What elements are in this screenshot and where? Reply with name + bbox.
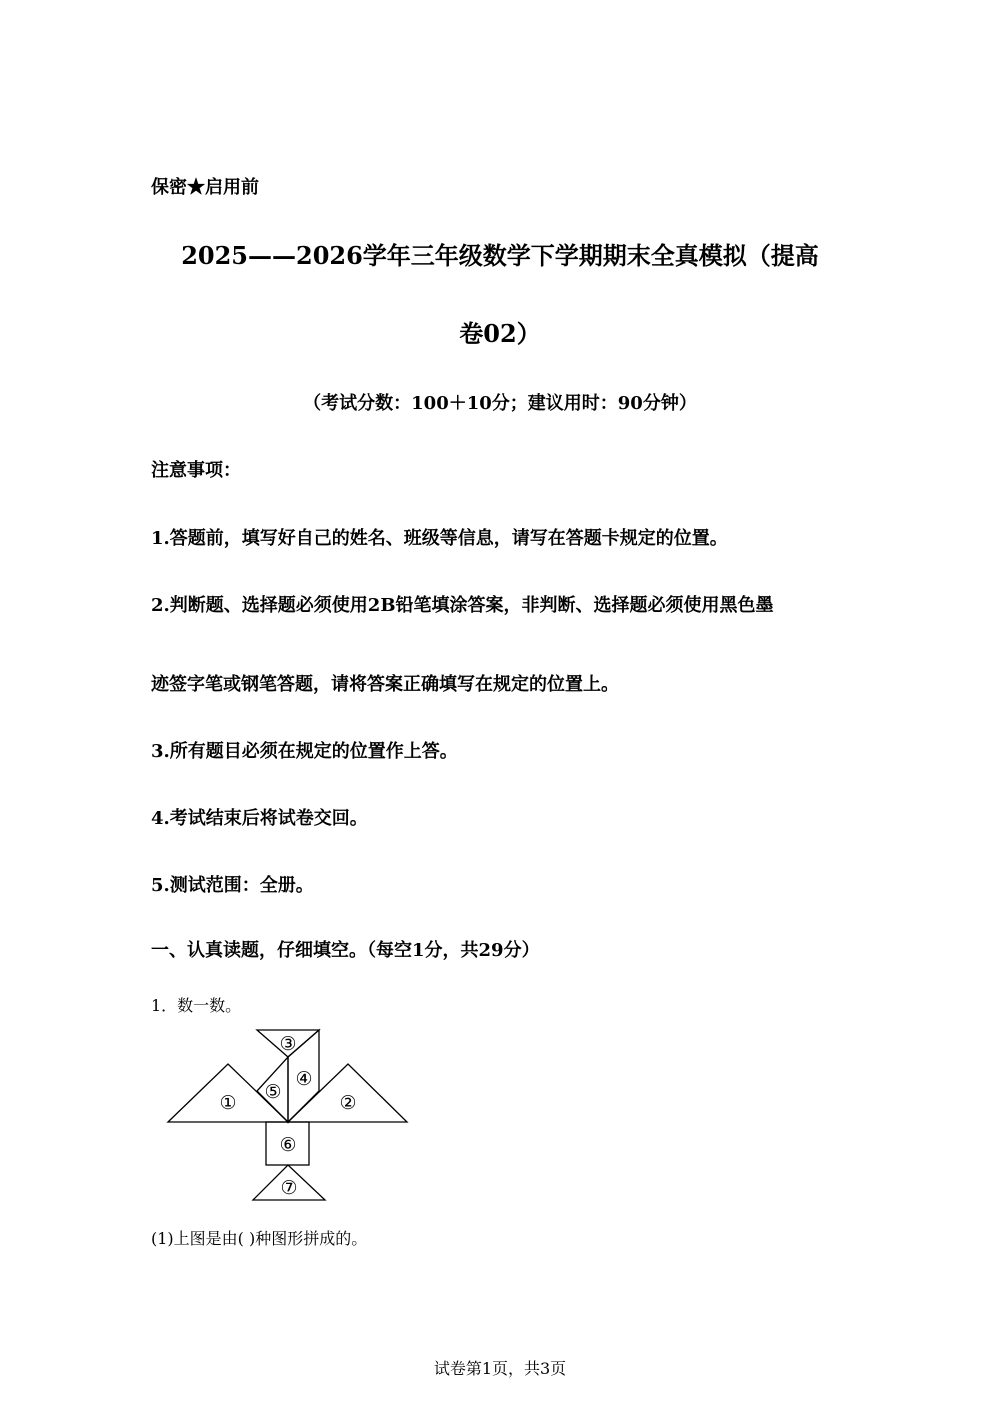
notice-item-3: 3.所有题目必须在规定的位置作上答。: [151, 741, 458, 762]
figure-label-1: ①: [219, 1092, 237, 1114]
figure-label-6: ⑥: [279, 1134, 297, 1156]
exam-title-line2: 卷02）: [459, 319, 541, 348]
confidential-label: 保密★启用前: [151, 177, 259, 198]
tangram-figure: [160, 1020, 420, 1210]
figure-label-4: ④: [295, 1068, 313, 1090]
exam-title-line1: 2025——2026学年三年级数学下学期期末全真模拟（提高: [181, 241, 819, 270]
notice-heading: 注意事项：: [151, 460, 241, 481]
notice-item-1: 1.答题前，填写好自己的姓名、班级等信息，请写在答题卡规定的位置。: [151, 528, 728, 549]
figure-label-5: ⑤: [264, 1081, 282, 1103]
question-1-sub-1: (1)上图是由( )种图形拼成的。: [151, 1229, 368, 1248]
figure-label-3: ③: [279, 1033, 297, 1055]
notice-item-4: 4.考试结束后将试卷交回。: [151, 808, 368, 829]
section-1-heading: 一、认真读题，仔细填空。（每空1分，共29分）: [151, 940, 540, 961]
exam-info: （考试分数：100＋10分；建议用时：90分钟）: [303, 393, 697, 414]
notice-item-5: 5.测试范围：全册。: [151, 875, 314, 896]
figure-label-7: ⑦: [280, 1177, 298, 1199]
notice-item-2-line1: 2.判断题、选择题必须使用2B铅笔填涂答案，非判断、选择题必须使用黑色墨: [151, 595, 774, 616]
figure-label-2: ②: [339, 1092, 357, 1114]
question-1-stem: 1．数一数。: [151, 996, 242, 1015]
page-footer: 试卷第1页，共3页: [433, 1359, 567, 1378]
notice-item-2-line2: 迹签字笔或钢笔答题，请将答案正确填写在规定的位置上。: [151, 674, 619, 695]
